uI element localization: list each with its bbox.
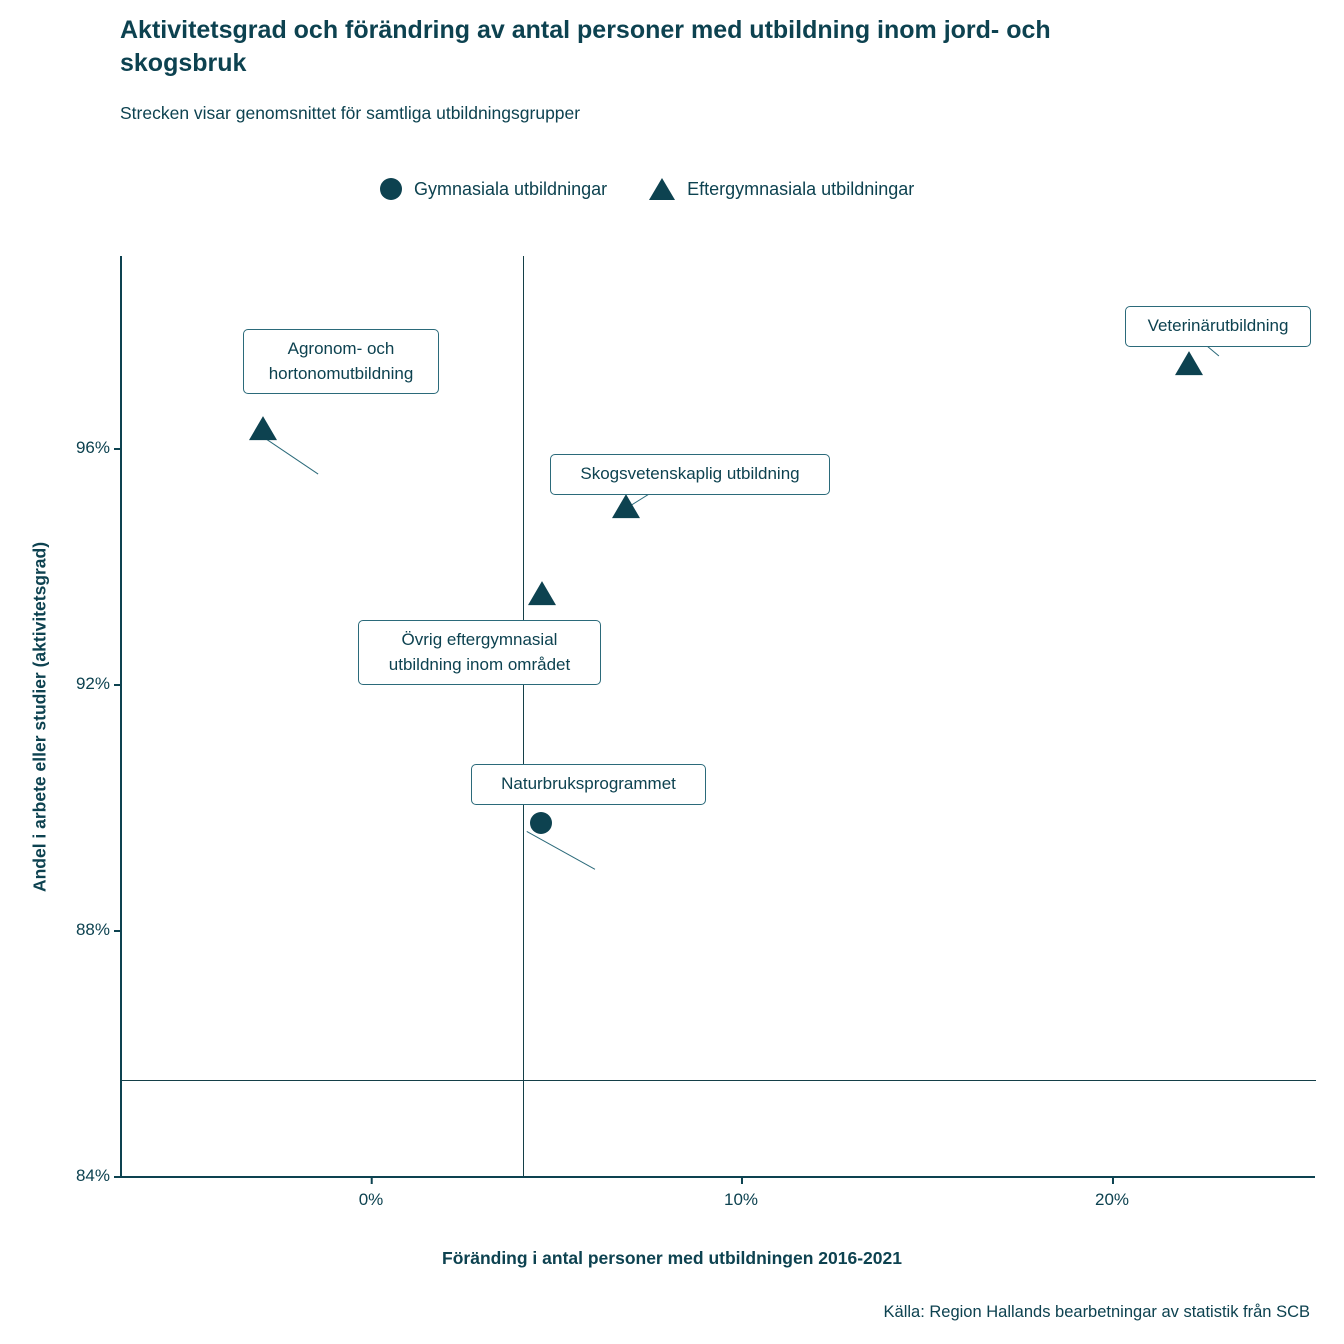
data-point-naturbruksprogrammet[interactable] — [530, 812, 552, 834]
data-point-veterinarutbildning[interactable] — [1175, 351, 1203, 375]
source-note: Källa: Region Hallands bearbetningar av statistik från SCB — [883, 1303, 1310, 1321]
point-label-veterinarutbildning: Veterinärutbildning — [1125, 306, 1311, 347]
x-tick-0: 0% — [359, 1176, 384, 1210]
data-point-agronom-hortonom[interactable] — [249, 416, 277, 440]
data-point-ovrig-eftergymnasial[interactable] — [528, 581, 556, 605]
triangle-marker-icon — [649, 178, 675, 200]
legend-label: Gymnasiala utbildningar — [414, 178, 608, 199]
reference-line-y-mean — [122, 1080, 1316, 1081]
circle-marker-icon — [380, 178, 402, 200]
point-label-naturbruksprogrammet: Naturbruksprogrammet — [471, 764, 706, 805]
page-title: Aktivitetsgrad och förändring av antal personer med utbildning inom jord- och skogsbruk — [120, 16, 1051, 77]
legend-label: Eftergymnasiala utbildningar — [687, 178, 915, 199]
point-label-skogsvetenskaplig: Skogsvetenskaplig utbildning — [550, 454, 830, 495]
point-label-ovrig-eftergymnasial: Övrig eftergymnasial utbildning inom området — [358, 620, 601, 685]
leader-line-ovrig — [527, 831, 596, 870]
legend-item-gymnasiala — [380, 178, 607, 200]
chart-legend — [380, 178, 914, 200]
point-label-agronom-hortonom: Agronom- och hortonomutbildning — [243, 329, 439, 394]
y-tick-92: 92% — [76, 674, 122, 694]
leader-line-agronom — [266, 439, 318, 474]
x-tick-10: 10% — [724, 1176, 758, 1210]
y-axis-title: Andel i arbete eller studier (aktivitetsgrad) — [29, 541, 50, 893]
y-tick-84: 84% — [76, 1166, 122, 1186]
page-subtitle: Strecken visar genomsnittet för samtliga utbildningsgrupper — [120, 103, 581, 123]
reference-line-x-mean — [523, 256, 524, 1176]
plot-area — [75, 256, 1315, 1209]
data-point-skogsvetenskaplig[interactable] — [612, 494, 640, 518]
legend-item-eftergymnasiala — [649, 178, 914, 200]
y-tick-88: 88% — [76, 920, 122, 940]
x-axis-title: Föränding i antal personer med utbildningen 2016-2021 — [442, 1248, 902, 1268]
x-tick-20: 20% — [1095, 1176, 1129, 1210]
y-tick-96: 96% — [76, 438, 122, 458]
